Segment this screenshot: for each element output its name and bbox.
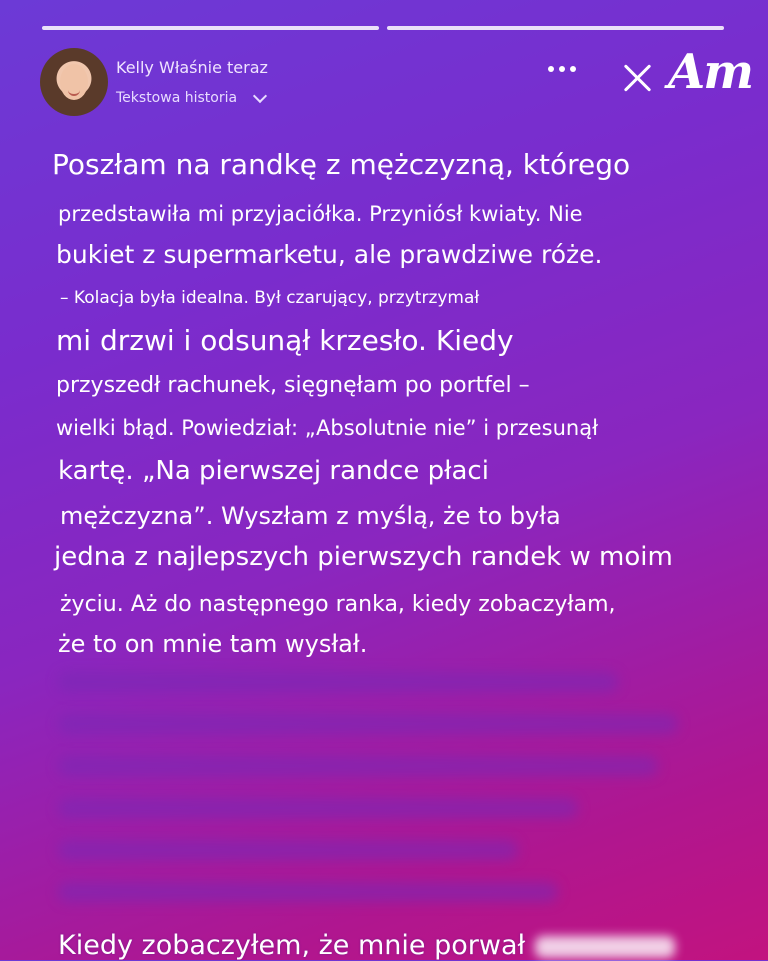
story-header <box>40 44 753 118</box>
close-icon[interactable] <box>622 62 652 92</box>
user-info[interactable] <box>116 58 268 77</box>
story-type-dropdown[interactable] <box>116 90 265 106</box>
blurred-line <box>58 714 678 734</box>
blurred-text <box>58 672 738 924</box>
story-line: bukiet z supermarketu, ale prawdziwe róże. <box>56 240 603 269</box>
post-time: Właśnie teraz <box>159 58 268 77</box>
blurred-word <box>535 936 675 958</box>
more-options-icon[interactable] <box>548 66 576 72</box>
story-line: przyszedł rachunek, sięgnęłam po portfel – <box>56 373 530 398</box>
chevron-down-icon <box>253 89 267 103</box>
story-type-label: Tekstowa historia <box>116 90 238 106</box>
story-line: Poszłam na randkę z mężczyzną, którego <box>52 148 631 181</box>
progress-segment <box>42 26 379 30</box>
progress-segment <box>387 26 724 30</box>
story-line: jedna z najlepszych pierwszych randek w moim <box>54 542 673 572</box>
blurred-line <box>58 798 578 818</box>
story-line: życiu. Aż do następnego ranka, kiedy zobaczyłam, <box>60 592 616 617</box>
bottom-caption <box>58 930 675 961</box>
story-progress-bar <box>42 26 724 30</box>
bottom-caption-text: Kiedy zobaczyłem, że mnie porwał <box>58 930 526 961</box>
story-line: mi drzwi i odsunął krzesło. Kiedy <box>56 324 514 357</box>
story-line: mężczyzna”. Wyszłam z myślą, że to była <box>60 502 561 530</box>
brand-logo: Am <box>668 44 753 100</box>
avatar[interactable] <box>40 48 108 116</box>
story-line: wielki błąd. Powiedział: „Absolutnie nie” i przesunął <box>56 416 599 440</box>
story-line: przedstawiła mi przyjaciółka. Przyniósł kwiaty. Nie <box>58 202 583 226</box>
blurred-line <box>58 840 518 860</box>
story-line: – Kolacja była idealna. Był czarujący, przytrzymał <box>60 288 480 308</box>
story-line: że to on mnie tam wysłał. <box>58 630 368 658</box>
blurred-line <box>58 756 658 776</box>
blurred-line <box>58 672 618 692</box>
blurred-line <box>58 882 558 902</box>
user-name: Kelly <box>116 58 154 77</box>
story-line: kartę. „Na pierwszej randce płaci <box>58 456 489 486</box>
